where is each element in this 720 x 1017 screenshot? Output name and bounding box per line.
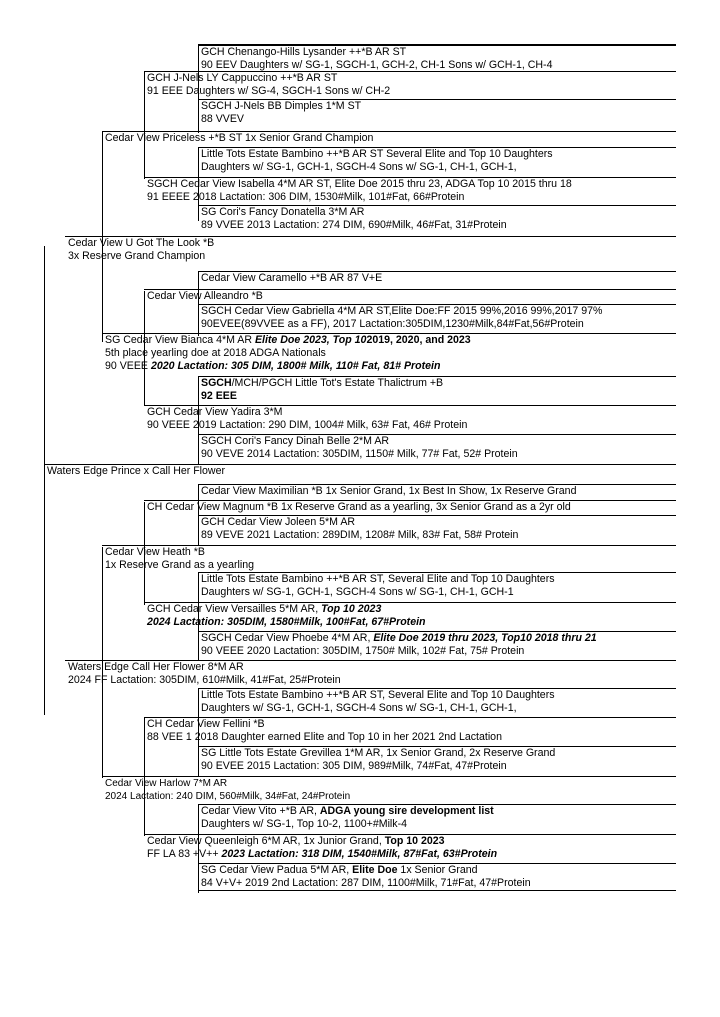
g2-cedar-view-bianca: SG Cedar View Bianca 4*M AR Elite Doe 2023, Top 102019, 2020, and 2023 5th place yearling doe at 2018 ADGA Nationals 90 VEEE 2020 Lactation: 305 DIM, 1800# Milk, 110# Fat, 81# Protein (102, 333, 676, 373)
g4-cori-fancy-dinah-belle: SGCH Cori's Fancy Dinah Belle 2*M AR 90 VEVE 2014 Lactation: 305DIM, 1150# Milk, 77# Fat, 52# Protein (198, 434, 676, 461)
g2-cedar-view-harlow: Cedar View Harlow 7*M AR 2024 Lactation: 240 DIM, 560#Milk, 34#Fat, 24#Protein (102, 776, 676, 803)
g3-cedar-view-fellini: CH Cedar View Fellini *B 88 VEE 1 2018 Daughter earned Elite and Top 10 in her 2021 2nd Lactation (144, 717, 676, 744)
g4-little-tots-bambino-3: Little Tots Estate Bambino ++*B AR ST, Several Elite and Top 10 Daughters Daughters w/ SG-1, GCH-1, SGCH-4 Sons w/ SG-1, CH-1, GCH-1, (198, 688, 676, 715)
g3-cedar-view-yadira: GCH Cedar View Yadira 3*M 90 VEEE 2019 Lactation: 290 DIM, 1004# Milk, 63# Fat, 46# Protein (144, 405, 676, 432)
g3-cedar-view-queenleigh: Cedar View Queenleigh 6*M AR, 1x Junior Grand, Top 10 2023 FF LA 83 +V++ 2023 Lactation: 318 DIM, 1540#Milk, 87#Fat, 63#Protein (144, 834, 676, 861)
connector-line (44, 246, 45, 715)
g4-little-tots-thalictrum: SGCH/MCH/PGCH Little Tot's Estate Thalictrum +B 92 EEE (198, 376, 676, 403)
g4-cedar-view-phoebe: SGCH Cedar View Phoebe 4*M AR, Elite Doe 2019 thru 2023, Top10 2018 thru 21 90 VEEE 2020 Lactation: 305DIM, 1750# Milk, 102# Fat, 75# Protein (198, 631, 676, 658)
g1-waters-edge-call-her-flower: Waters Edge Call Her Flower 8*M AR 2024 FF Lactation: 305DIM, 610#Milk, 41#Fat, 25#Protein (65, 660, 676, 687)
g4-cedar-view-maximilian: Cedar View Maximilian *B 1x Senior Grand, 1x Best In Show, 1x Reserve Grand (198, 484, 676, 498)
g4-cedar-view-padua: SG Cedar View Padua 5*M AR, Elite Doe 1x Senior Grand 84 V+V+ 2019 2nd Lactation: 287 DIM, 1100#Milk, 71#Fat, 47#Protein (198, 863, 676, 891)
g4-chenango-hills-lysander: GCH Chenango-Hills Lysander ++*B AR ST 90 EEV Daughters w/ SG-1, SGCH-1, GCH-2, CH-1 Sons w/ GCH-1, CH-4 (198, 44, 676, 72)
g4-little-tots-grevillea: SG Little Tots Estate Grevillea 1*M AR, 1x Senior Grand, 2x Reserve Grand 90 EVEE 2015 Lactation: 305 DIM, 989#Milk, 74#Fat, 47#Protein (198, 746, 676, 773)
g2-cedar-view-heath: Cedar View Heath *B 1x Reserve Grand as a yearling (102, 545, 676, 572)
g4-little-tots-bambino: Little Tots Estate Bambino ++*B AR ST Several Elite and Top 10 Daughters Daughters w/ SG-1, GCH-1, SGCH-4 Sons w/ SG-1, CH-1, GCH-1, (198, 147, 676, 174)
g3-cedar-view-isabella: SGCH Cedar View Isabella 4*M AR ST, Elite Doe 2015 thru 23, ADGA Top 10 2015 thru 18 91 EEEE 2018 Lactation: 306 DIM, 1530#Milk, 101#Fat, 66#Protein (144, 177, 676, 204)
g3-jnels-cappuccino: GCH J-Nels LY Cappuccino ++*B AR ST 91 EEE Daughters w/ SG-4, SGCH-1 Sons w/ CH-2 (144, 71, 676, 98)
g4-little-tots-bambino-2: Little Tots Estate Bambino ++*B AR ST, Several Elite and Top 10 Daughters Daughters w/ SG-1, GCH-1, SGCH-4 Sons w/ SG-1, CH-1, GCH-1 (198, 572, 676, 599)
g4-cedar-view-gabriella: SGCH Cedar View Gabriella 4*M AR ST,Elite Doe:FF 2015 99%,2016 99%,2017 97% 90EVEE(89VVEE as a FF), 2017 Lactation:305DIM,1230#Milk,84#Fat,56#Protein (198, 304, 676, 331)
g3-cedar-view-magnum: CH Cedar View Magnum *B 1x Reserve Grand as a yearling, 3x Senior Grand as a 2yr old (144, 500, 676, 514)
g3-cedar-view-versailles: GCH Cedar View Versailles 5*M AR, Top 10 2023 2024 Lactation: 305DIM, 1580#Milk, 100#Fat, 67#Protein (144, 602, 676, 629)
subject-animal: Waters Edge Prince x Call Her Flower (44, 464, 676, 478)
g4-cori-fancy-donatella: SG Cori's Fancy Donatella 3*M AR 89 VVEE 2013 Lactation: 274 DIM, 690#Milk, 46#Fat, 31#Protein (198, 205, 676, 232)
g3-cedar-view-alleandro: Cedar View Alleandro *B (144, 289, 676, 303)
g4-cedar-view-joleen: GCH Cedar View Joleen 5*M AR 89 VEVE 2021 Lactation: 289DIM, 1208# Milk, 83# Fat, 58# Protein (198, 515, 676, 542)
g1-cedar-view-u-got-the-look: Cedar View U Got The Look *B 3x Reserve Grand Champion (65, 236, 676, 263)
g4-jnels-dimples: SGCH J-Nels BB Dimples 1*M ST 88 VVEV (198, 99, 676, 126)
g2-cedar-view-priceless: Cedar View Priceless +*B ST 1x Senior Grand Champion (102, 131, 676, 145)
g4-cedar-view-vito: Cedar View Vito +*B AR, ADGA young sire development list Daughters w/ SG-1, Top 10-2, 1100+#Milk-4 (198, 804, 676, 831)
g4-cedar-view-caramello: Cedar View Caramello +*B AR 87 V+E (198, 271, 676, 285)
